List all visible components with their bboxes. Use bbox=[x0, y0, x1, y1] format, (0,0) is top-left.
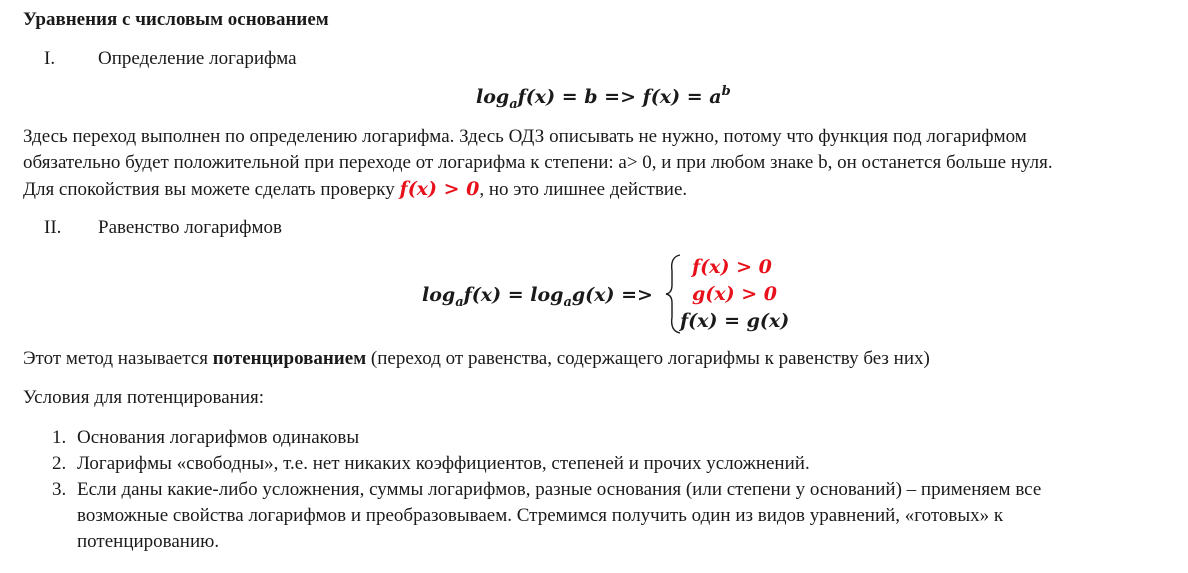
page-heading: Уравнения с числовым основанием bbox=[23, 9, 329, 30]
section-1-title: Определение логарифма bbox=[98, 48, 297, 69]
para-line-3: Для спокойствия вы можете сделать проверку f(x) > 0, но это лишнее действие. bbox=[23, 178, 688, 200]
formula-log-definition: $\log_af(x) = b => f(x) = a^b$ bbox=[476, 84, 731, 112]
conditions-title: Условия для потенцирования: bbox=[23, 387, 265, 408]
list-item bbox=[52, 451, 66, 477]
list-number: 3. bbox=[52, 479, 67, 500]
formula-log-equality: $\log_af(x) = \log_ag(x)$ => bbox=[422, 284, 653, 310]
system-condition-g: g(x) > 0 bbox=[692, 283, 777, 305]
para-line-1: Здесь переход выполнен по определению логарифма. Здесь ОДЗ описывать не нужно, потому что функция под логарифмом bbox=[23, 126, 1027, 147]
list-number: 2. bbox=[52, 453, 67, 474]
para-line-2: обязательно будет положительной при переходе от логарифма к степени: a> 0, и при любом знаке b, он останется больше нуля. bbox=[23, 152, 1053, 173]
method-term: потенцированием bbox=[212, 348, 367, 369]
list-number: 1. bbox=[52, 427, 67, 448]
system-condition-f: f(x) > 0 bbox=[692, 256, 772, 278]
list-item-text: Основания логарифмов одинаковы bbox=[77, 427, 360, 448]
section-1-number: I. bbox=[44, 48, 56, 69]
list-item bbox=[52, 477, 66, 503]
condition-highlight: f(x) > 0 bbox=[399, 178, 480, 200]
section-1-paragraph bbox=[23, 124, 1053, 203]
section-2-number: II. bbox=[44, 217, 62, 238]
system-equation: f(x) = g(x) bbox=[680, 310, 790, 332]
method-sentence: Этот метод называется потенцированием (переход от равенства, содержащего логарифмы к равенству без них) bbox=[23, 348, 930, 369]
list-item-text: Если даны какие-либо усложнения, суммы логарифмов, разные основания (или степени у оснований) – применяем все возможные свойства логарифмов и преобразовываем. Стремимся получить один из видов уравнений, «готовых» к потенцированию. bbox=[77, 479, 1042, 552]
list-item bbox=[52, 425, 66, 451]
section-2-title: Равенство логарифмов bbox=[98, 217, 282, 238]
list-item-text: Логарифмы «свободны», т.е. нет никаких коэффициентов, степеней и прочих усложнений. bbox=[77, 453, 810, 474]
